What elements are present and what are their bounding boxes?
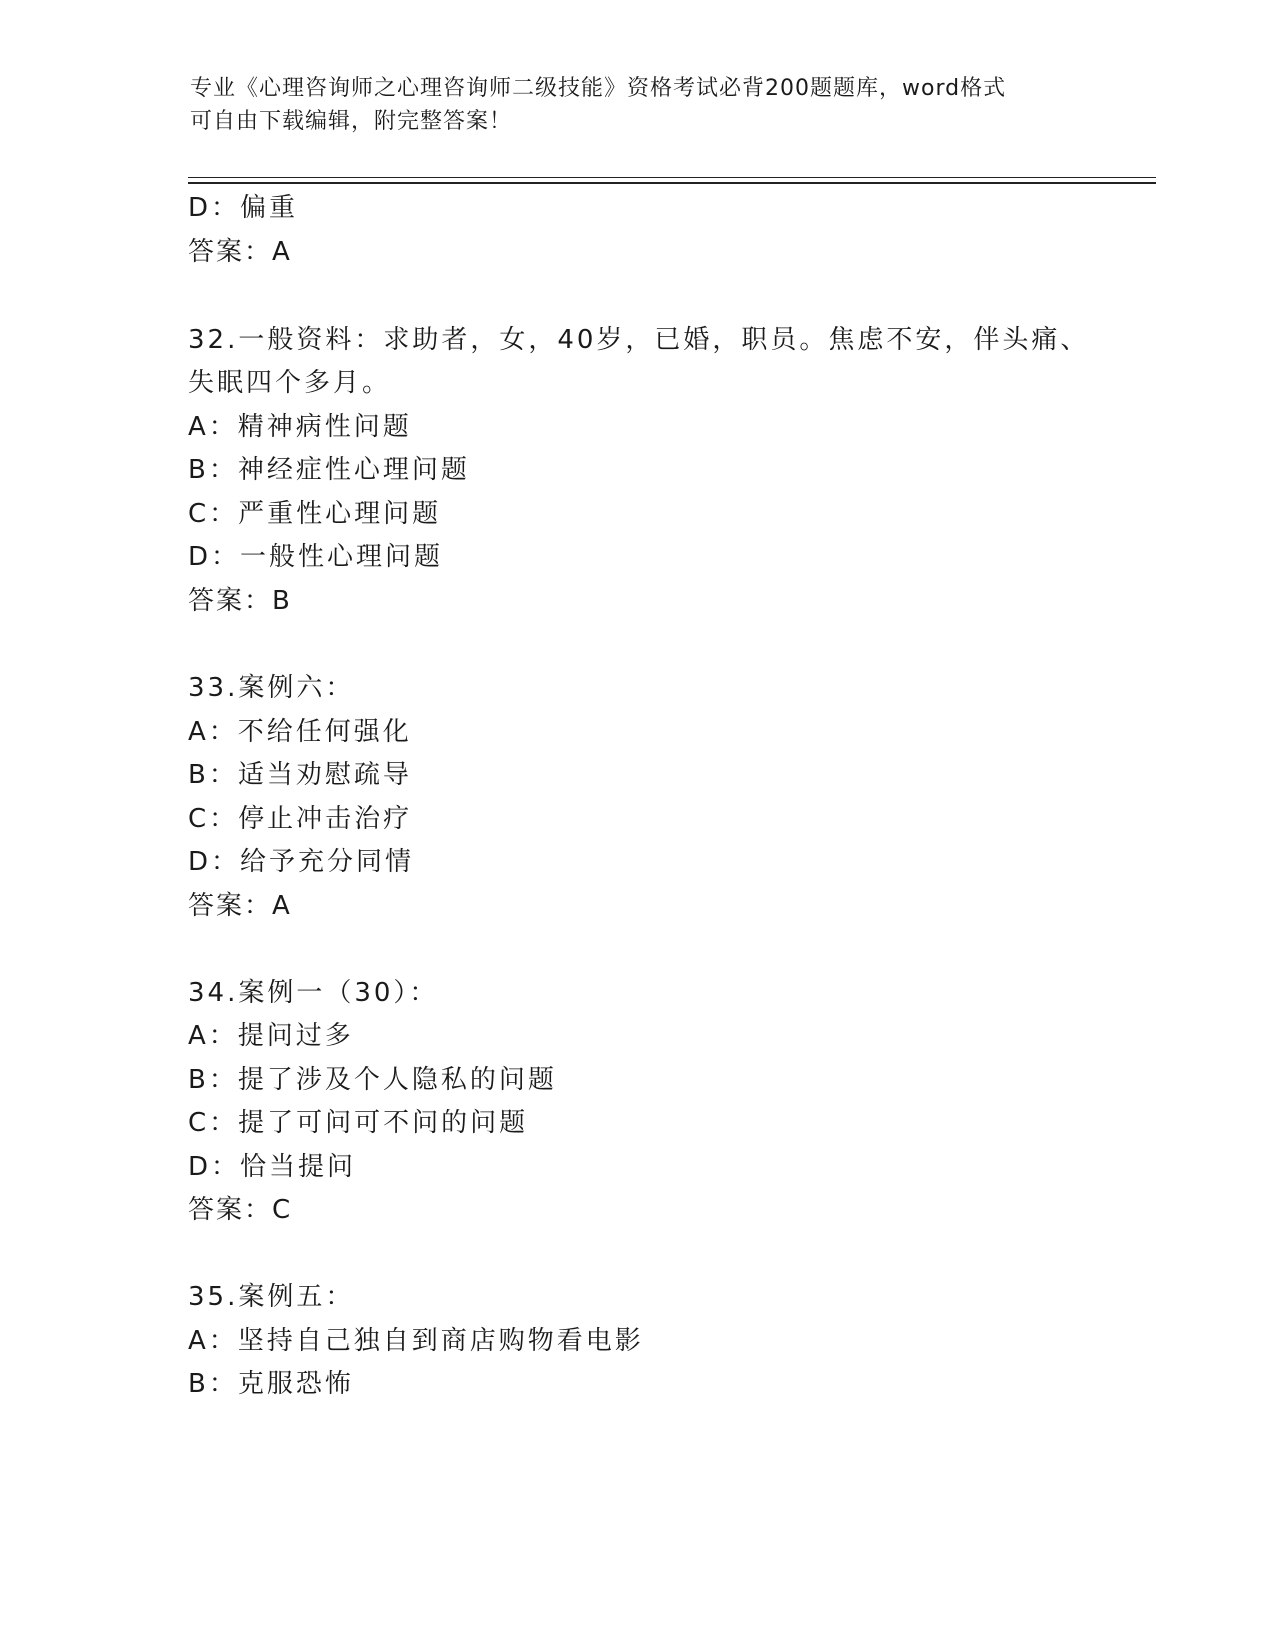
question-32-text-cont: 失眠四个多月。 [188, 368, 392, 398]
question-35-text: 35.案例五： [188, 1282, 355, 1312]
option-d: D：偏重 [188, 193, 299, 223]
header-divider-thick [188, 182, 1156, 184]
header-divider-thin [188, 177, 1156, 178]
option-c: C：严重性心理问题 [188, 499, 442, 529]
question-34-text: 34.案例一（30）： [188, 978, 439, 1008]
header-line-1: 专业《心理咨询师之心理咨询师二级技能》资格考试必背200题题库，word格式 [190, 76, 1007, 101]
option-d: D：一般性心理问题 [188, 542, 444, 572]
option-a: A：提问过多 [188, 1021, 354, 1051]
option-b: B：神经症性心理问题 [188, 455, 470, 485]
document-header [190, 72, 1090, 138]
option-c: C：提了可问可不问的问题 [188, 1108, 529, 1138]
option-a: A：不给任何强化 [188, 717, 412, 747]
option-b: B：提了涉及个人隐私的问题 [188, 1065, 557, 1095]
answer-line: 答案：C [188, 1195, 293, 1225]
option-c: C：停止冲击治疗 [188, 804, 413, 834]
answer-line: 答案：B [188, 586, 292, 616]
answer-line: 答案：A [188, 891, 292, 921]
option-b: B：克服恐怖 [188, 1369, 354, 1399]
option-b: B：适当劝慰疏导 [188, 760, 412, 790]
question-33-text: 33.案例六： [188, 673, 355, 703]
option-a: A：精神病性问题 [188, 412, 412, 442]
option-d: D：给予充分同情 [188, 847, 415, 877]
option-d: D：恰当提问 [188, 1152, 357, 1182]
answer-line: 答案：A [188, 237, 292, 267]
question-32-text: 32.一般资料：求助者，女，40岁，已婚，职员。焦虑不安，伴头痛、 [188, 325, 1090, 355]
header-line-2: 可自由下载编辑，附完整答案！ [190, 109, 513, 134]
option-a: A：坚持自己独自到商店购物看电影 [188, 1326, 644, 1356]
